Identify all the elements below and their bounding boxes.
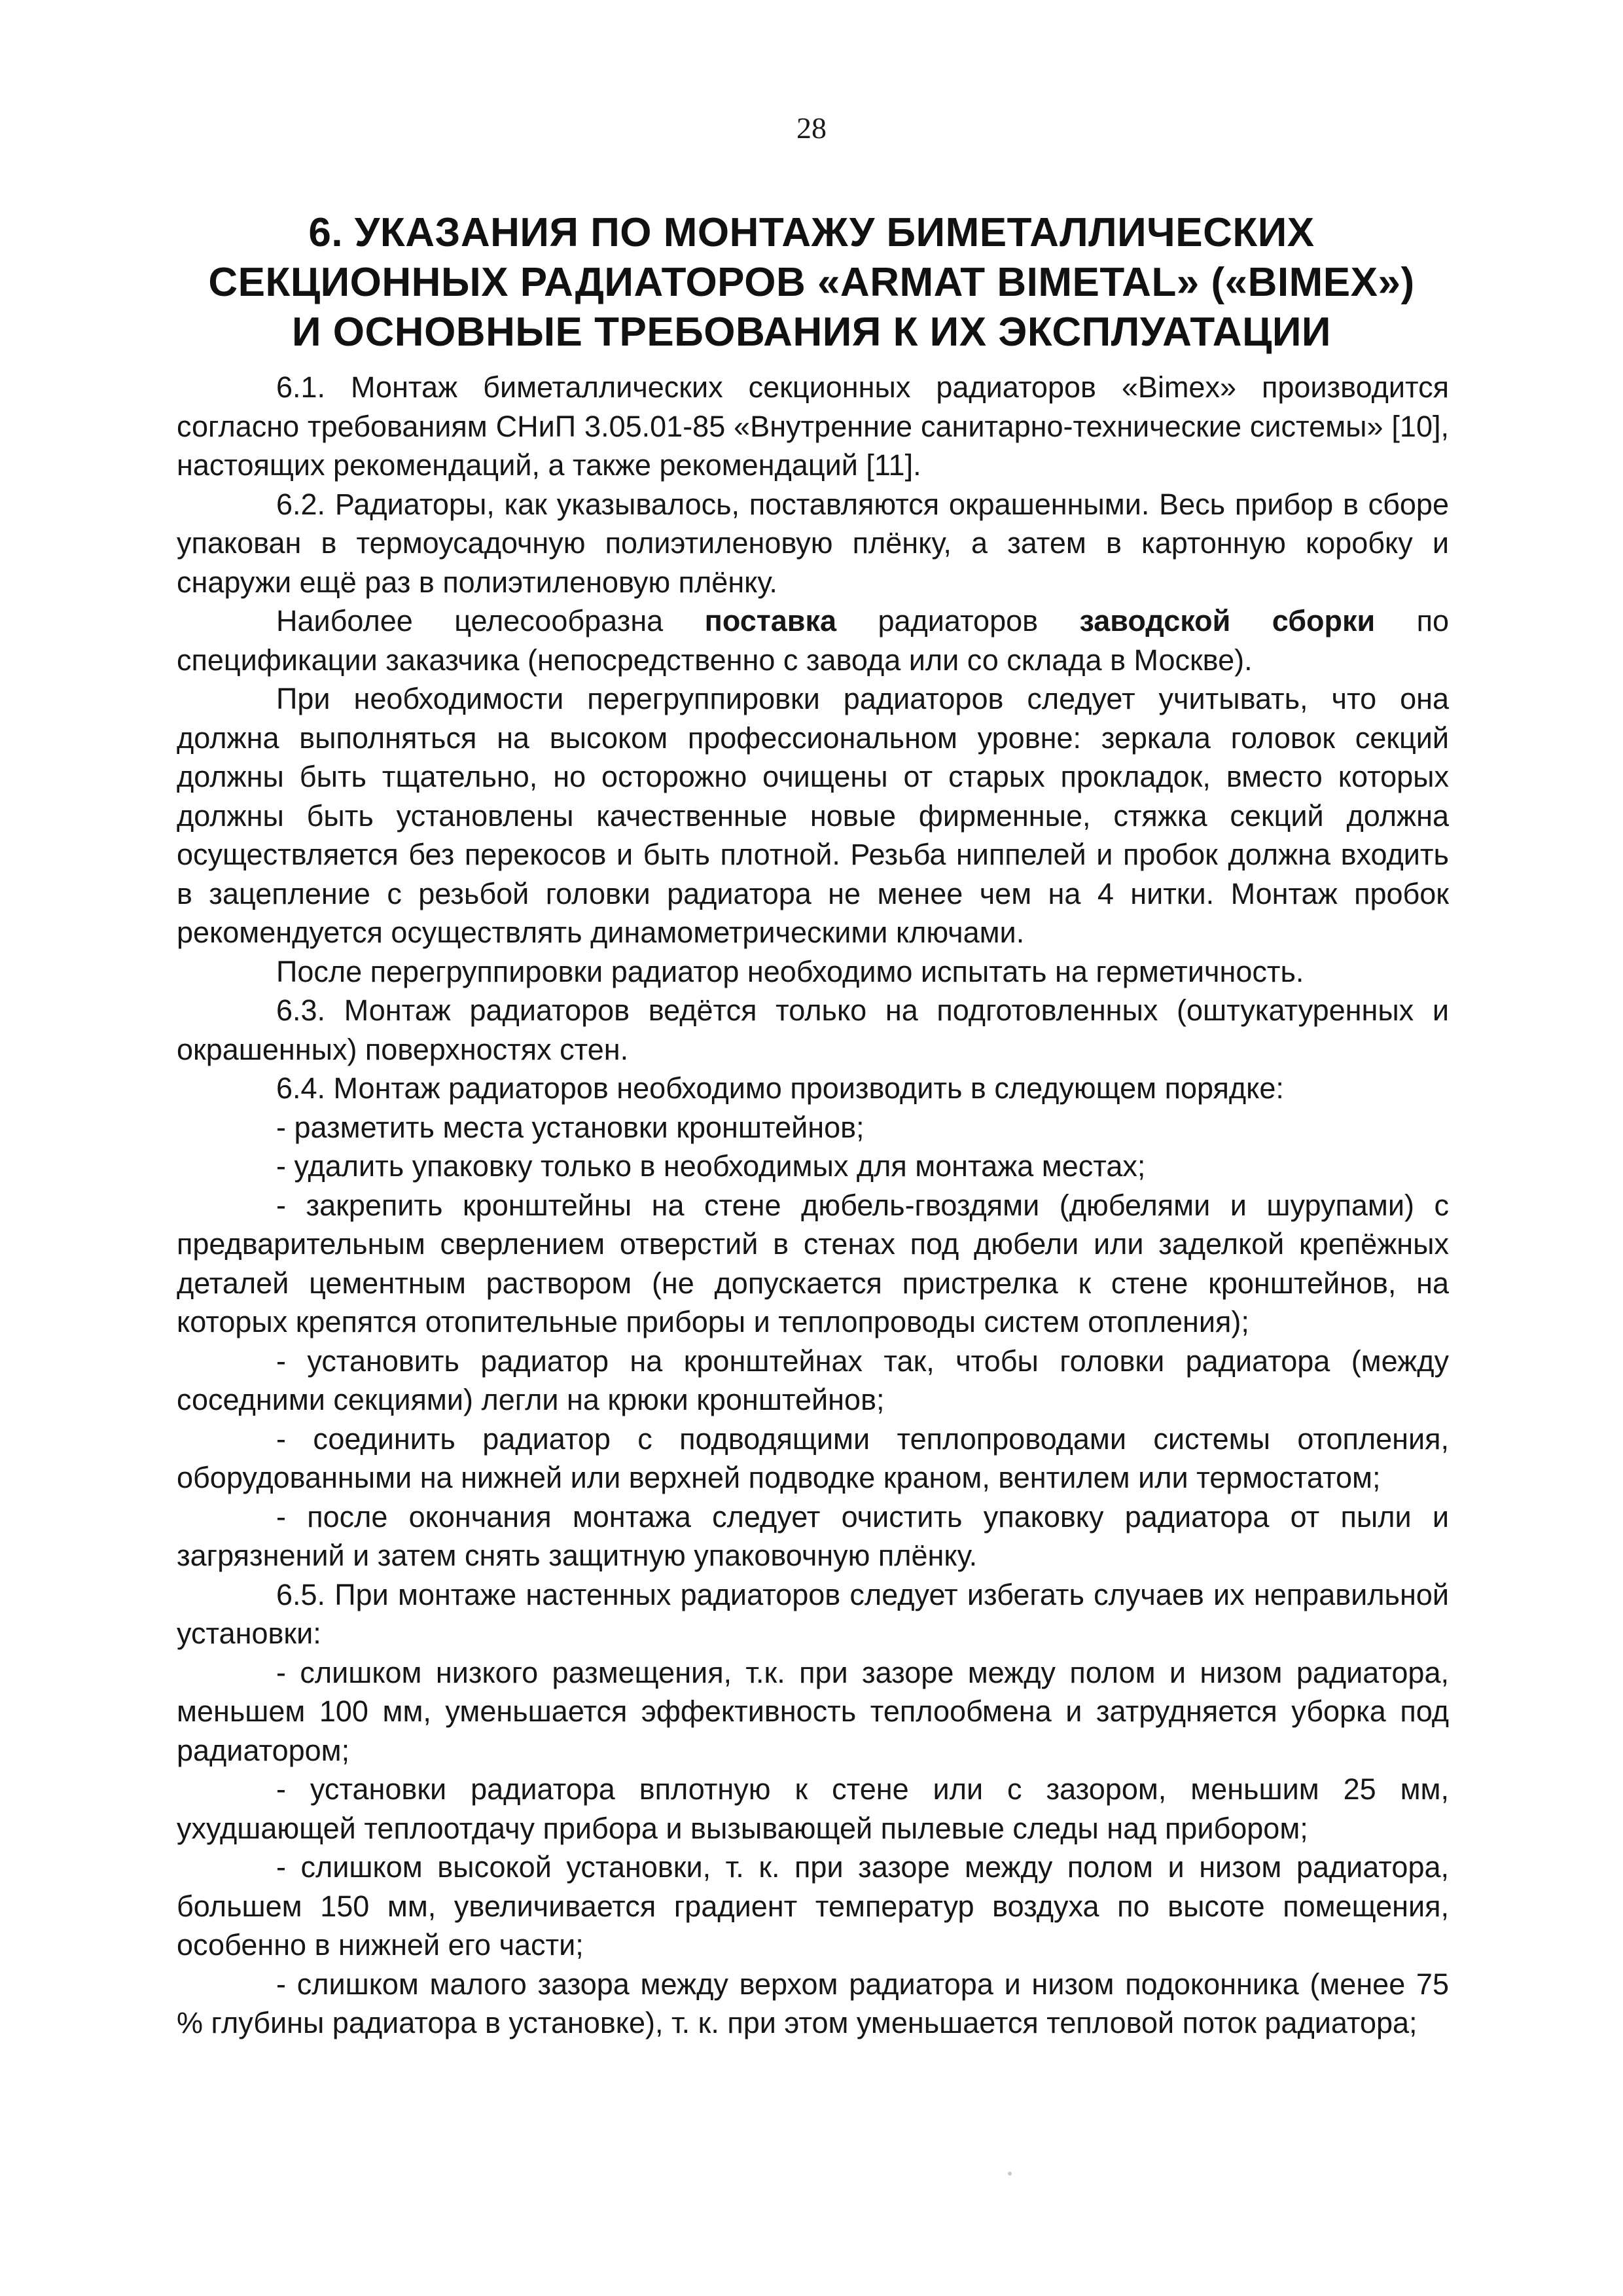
paragraph-regrouping: При необходимости перегруппировки радиаторов следует учитывать, что она должна выполняться на высоком профессиональном уровне: зеркала головок секций должны быть тщательно, но осторожно очищены от старых прокладок, вместо которых должны быть установлены качественные новые фирменные, стяжка секций должна осуществляется без перекосов и быть плотной. Резьба ниппелей и пробок должна входить в зацепление с резьбой головки радиатора не менее чем на 4 нитки. Монтаж пробок рекомендуется осуществлять динамометрическими ключами. [177, 682, 1449, 949]
heading-line-3: И ОСНОВНЫЕ ТРЕБОВАНИЯ К ИХ ЭКСПЛУАТАЦИИ [292, 310, 1331, 355]
supply-text-c: радиаторов [836, 604, 1080, 637]
list-item: - слишком малого зазора между верхом радиатора и низом подоконника (менее 75 % глубины радиатора в установке), т. к. при этом уменьшается тепловой поток радиатора; [177, 1967, 1449, 2039]
heading-line-2: СЕКЦИОННЫХ РАДИАТОРОВ «ARMAT BIMETAL» («BIMEX») [208, 260, 1415, 305]
supply-text-a: Наиболее целесообразна [276, 604, 705, 637]
section-heading [170, 208, 1453, 357]
paragraph-6-3: 6.3. Монтаж радиаторов ведётся только на подготовленных (оштукатуренных и окрашенных) поверхностях стен. [177, 994, 1449, 1066]
paragraph-6-5: 6.5. При монтаже настенных радиаторов следует избегать случаев их неправильной установки: [177, 1577, 1449, 1650]
paragraph-supply [177, 601, 1449, 679]
list-item: - установить радиатор на кронштейнах так, чтобы головки радиатора (между соседними секциями) легли на крюки кронштейнов; [177, 1344, 1449, 1416]
list-item: - закрепить кронштейны на стене дюбель-гвоздями (дюбелями и шурупами) с предварительным сверлением отверстий в стенах под дюбели или заделкой крепёжных деталей цементным раствором (не допускается пристрелка к стене кронштейнов, на которых крепятся отопительные приборы и теплопроводы систем отопления); [177, 1188, 1449, 1338]
list-item: - соединить радиатор с подводящими теплопроводами системы отопления, оборудованными на нижней или верхней подводке краном, вентилем или термостатом; [177, 1422, 1449, 1494]
list-item: - слишком высокой установки, т. к. при зазоре между полом и низом радиатора, большем 150 мм, увеличивается градиент температур воздуха по высоте помещения, особенно в нижней его части; [177, 1850, 1449, 1962]
list-item: - после окончания монтажа следует очистить упаковку радиатора от пыли и загрязнений и затем снять защитную упаковочную плёнку. [177, 1499, 1449, 1572]
paragraph-6-4: 6.4. Монтаж радиаторов необходимо производить в следующем порядке: [276, 1071, 1284, 1105]
supply-bold-factory-assembly: заводской сборки [1079, 604, 1376, 637]
paragraph-6-2: 6.2. Радиаторы, как указывалось, поставляются окрашенными. Весь прибор в сборе упакован в термоусадочную полиэтиленовую плёнку, а затем в картонную коробку и снаружи ещё раз в полиэтиленовую плёнку. [177, 487, 1449, 599]
supply-text-e: по спецификации заказчика (непосредственно с завода или со склада в Москве). [177, 604, 1449, 677]
body-text [177, 368, 1449, 2043]
paragraph-6-1: 6.1. Монтаж биметаллических секционных радиаторов «Bimex» производится согласно требованиям СНиП 3.05.01-85 «Внутренние санитарно-технические системы» [10], настоящих рекомендаций, а также рекомендаций [11]. [177, 370, 1449, 482]
heading-line-1: 6. УКАЗАНИЯ ПО МОНТАЖУ БИМЕТАЛЛИЧЕСКИХ [308, 210, 1315, 255]
list-item: - установки радиатора вплотную к стене или с зазором, меньшим 25 мм, ухудшающей теплоотдачу прибора и вызывающей пылевые следы над прибором; [177, 1772, 1449, 1845]
paragraph-tightness-test: После перегруппировки радиатор необходимо испытать на герметичность. [276, 954, 1304, 988]
page-number: 28 [796, 111, 827, 145]
list-item: - удалить упаковку только в необходимых для монтажа местах; [276, 1149, 1146, 1183]
list-item: - разметить места установки кронштейнов; [276, 1110, 865, 1144]
list-item: - слишком низкого размещения, т.к. при зазоре между полом и низом радиатора, меньшем 100 мм, уменьшается эффективность теплообмена и затрудняется уборка под радиатором; [177, 1655, 1449, 1767]
scan-speck [1008, 2172, 1012, 2176]
supply-bold-delivery: поставка [704, 604, 837, 637]
